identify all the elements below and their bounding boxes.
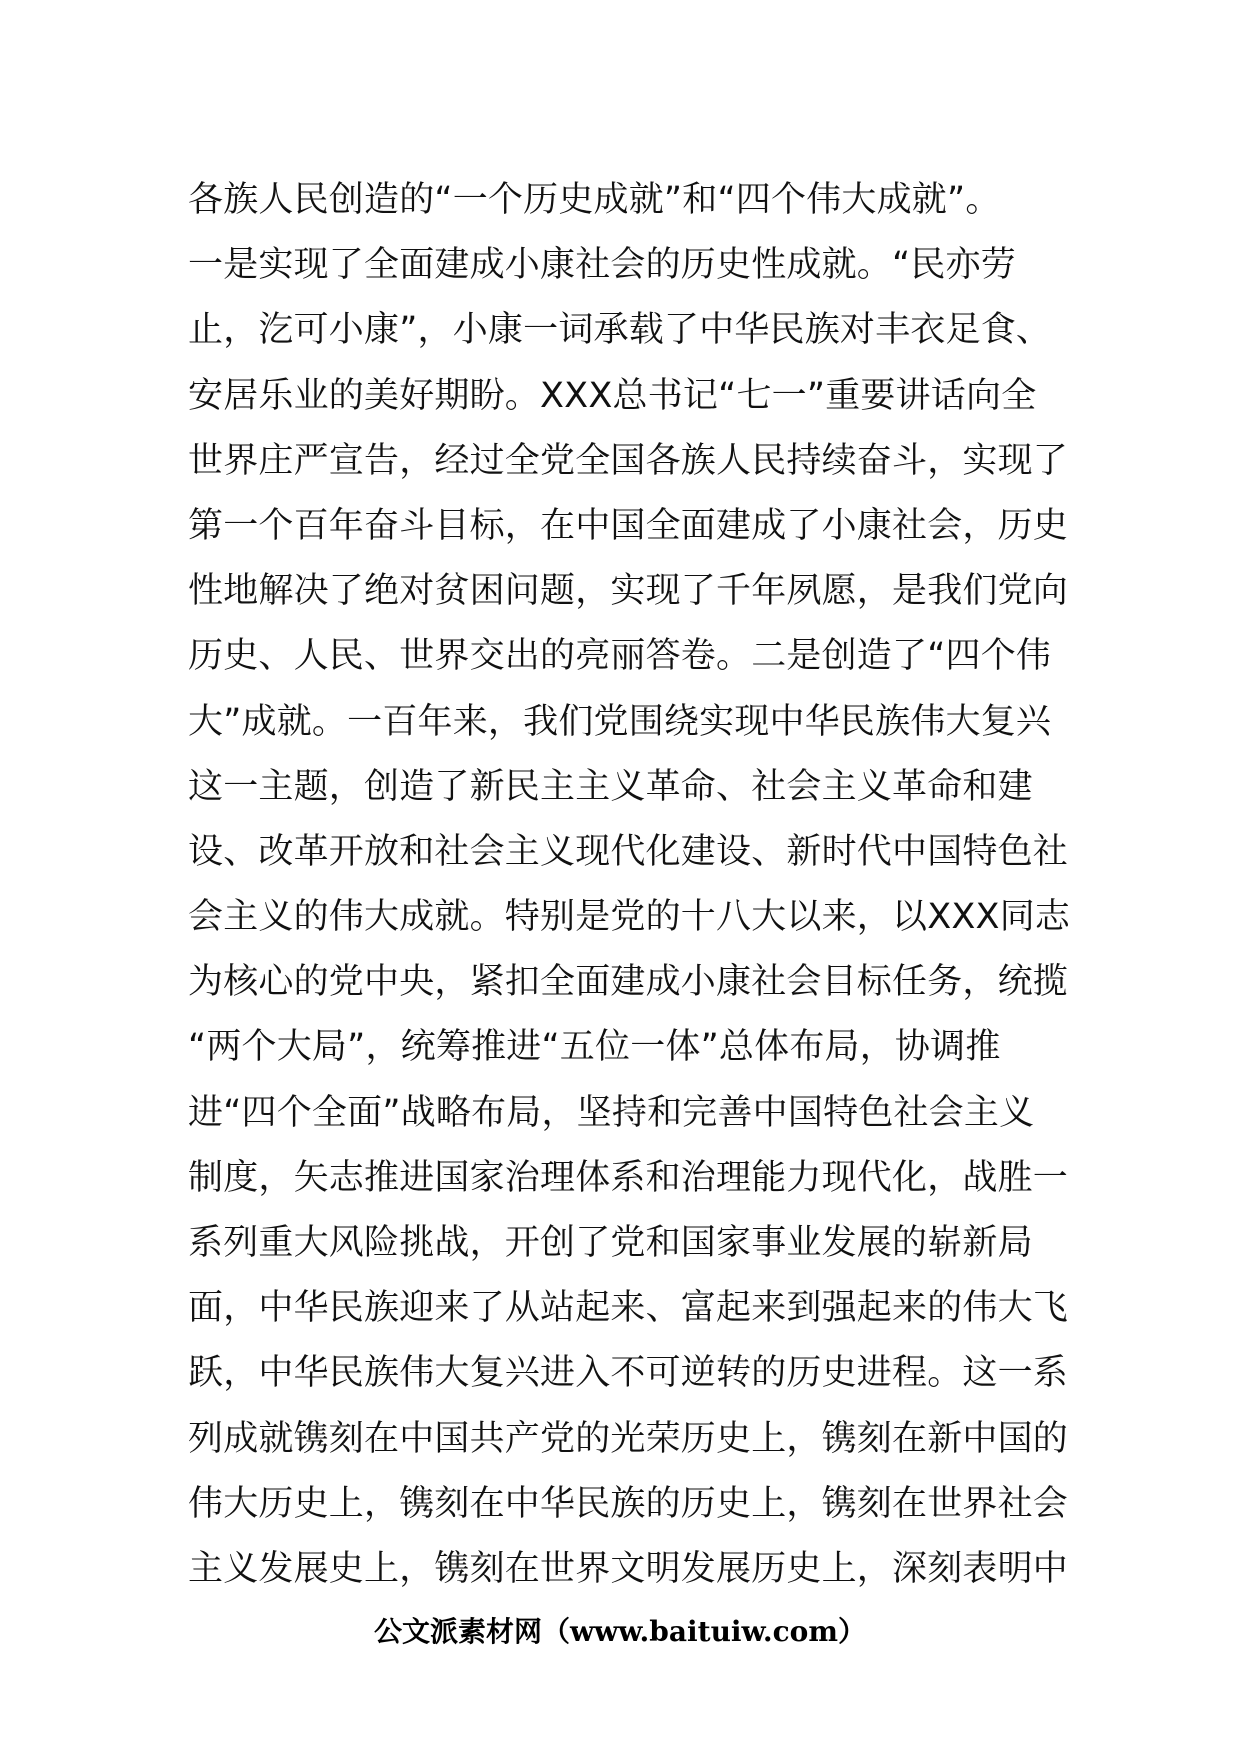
- text-line: 会主义的伟大成就。特别是党的十八大以来，以XXX同志: [188, 897, 1071, 938]
- text-line: 一是实现了全面建成小康社会的历史性成就。“民亦劳: [188, 245, 1016, 286]
- text-line: 伟大历史上，镌刻在中华民族的历史上，镌刻在世界社会: [188, 1483, 1069, 1524]
- text-line: 止，汔可小康”，小康一词承载了中华民族对丰衣足食、: [188, 310, 1052, 351]
- text-line: 性地解决了绝对贫困问题，实现了千年夙愿，是我们党向: [188, 571, 1069, 612]
- text-line: 主义发展史上，镌刻在世界文明发展历史上，深刻表明中: [188, 1548, 1069, 1589]
- text-line: 世界庄严宣告，经过全党全国各族人民持续奋斗，实现了: [188, 440, 1069, 481]
- text-line: 各族人民创造的“一个历史成就”和“四个伟大成就”。: [188, 180, 1001, 220]
- text-line: 系列重大风险挑战，开创了党和国家事业发展的崭新局: [188, 1223, 1033, 1263]
- text-line: 跃，中华民族伟大复兴进入不可逆转的历史进程。这一系: [188, 1353, 1069, 1394]
- text-line: 制度，矢志推进国家治理体系和治理能力现代化，战胜一: [188, 1157, 1069, 1198]
- text-line: 这一主题，创造了新民主主义革命、社会主义革命和建: [188, 766, 1033, 807]
- text-line: 列成就镌刻在中国共产党的光荣历史上，镌刻在新中国的: [188, 1418, 1069, 1459]
- text-line: 进“四个全面”战略布局，坚持和完善中国特色社会主义: [188, 1092, 1035, 1133]
- body-text: [188, 168, 1071, 1602]
- text-line: 设、改革开放和社会主义现代化建设、新时代中国特色社: [188, 831, 1069, 872]
- text-line: 安居乐业的美好期盼。XXX总书记“七一”重要讲话向全: [188, 375, 1037, 416]
- text-line: 历史、人民、世界交出的亮丽答卷。二是创造了“四个伟: [188, 636, 1052, 677]
- text-line: 大”成就。一百年来，我们党围绕实现中华民族伟大复兴: [188, 701, 1052, 742]
- footer-watermark: 公文派素材网（www.baituiw.com）: [374, 1615, 866, 1648]
- text-line: 第一个百年奋斗目标，在中国全面建成了小康社会，历史: [188, 505, 1069, 546]
- text-line: “两个大局”，统筹推进“五位一体”总体布局，协调推: [188, 1027, 1001, 1068]
- text-line: 面，中华民族迎来了从站起来、富起来到强起来的伟大飞: [188, 1288, 1069, 1329]
- text-line: 为核心的党中央，紧扣全面建成小康社会目标任务，统揽: [188, 962, 1069, 1003]
